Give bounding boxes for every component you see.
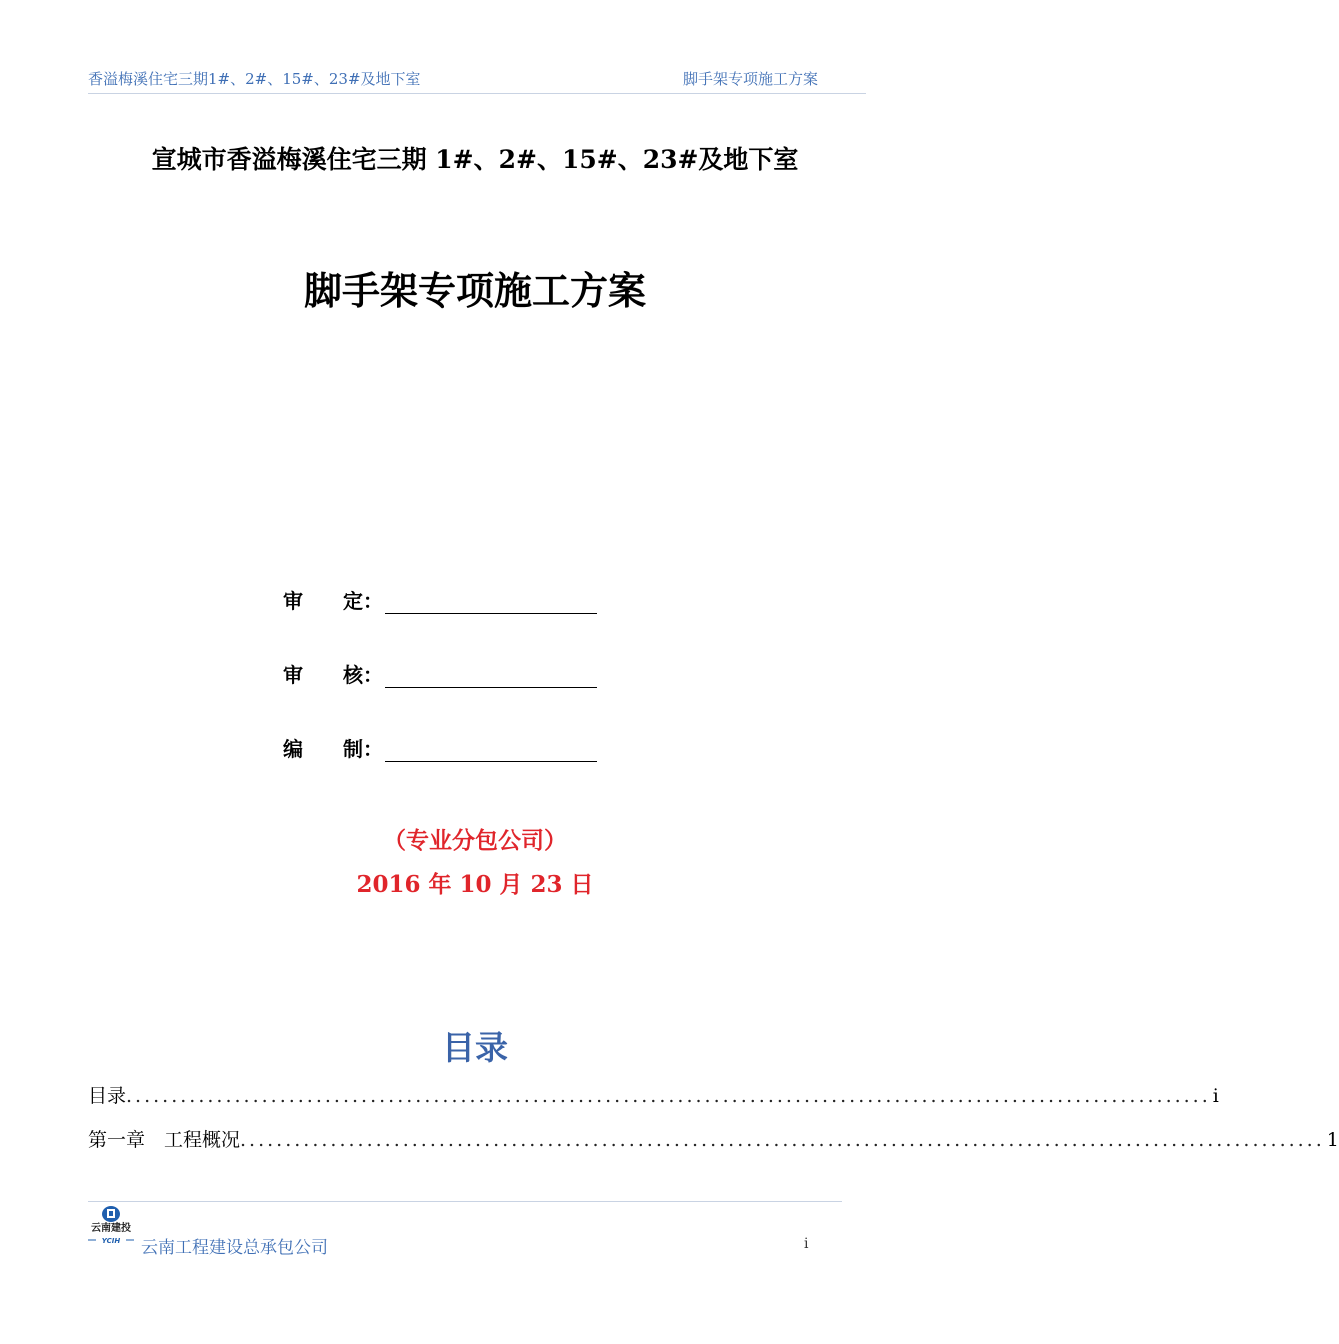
footer-company-name: 云南工程建设总承包公司 [141, 1238, 328, 1258]
header-left-text: 香溢梅溪住宅三期1#、2#、15#、23#及地下室 [88, 70, 421, 88]
toc-entry-page: i [1212, 1085, 1219, 1107]
toc-leader-dots: ........................................................................................................................ [240, 1129, 1325, 1151]
document-title: 脚手架专项施工方案 [303, 268, 646, 313]
project-title: 宣城市香溢梅溪住宅三期 1#、2#、15#、23#及地下室 [151, 145, 799, 174]
signature-blank-line [385, 739, 597, 762]
document-date: 2016 年 10 月 23 日 [356, 871, 594, 898]
toc-entry-label: 第一章 工程概况 [88, 1129, 241, 1151]
toc-entry-page: 1 [1326, 1129, 1339, 1151]
company-logo-icon [86, 1204, 136, 1246]
signature-blank-line [385, 591, 597, 614]
subcontractor-placeholder: （专业分包公司） [383, 827, 567, 854]
toc-entry-label: 目录 [88, 1085, 127, 1107]
footer-page-number: i [804, 1236, 809, 1252]
signature-row-compile [283, 734, 597, 762]
signature-label-char: 核： [343, 663, 383, 687]
header-divider [88, 93, 866, 94]
signature-label-char: 定： [343, 589, 383, 613]
signature-blank-line [385, 665, 597, 688]
signature-row-approve [283, 586, 597, 614]
logo-text-top: 云南建投 [91, 1223, 131, 1234]
toc-entry[interactable] [88, 1081, 1219, 1108]
signature-label-char: 制： [343, 737, 383, 761]
signature-label-char: 编 [283, 737, 303, 761]
signature-label-char: 审 [283, 589, 303, 613]
logo-text-bottom: YCIH [101, 1237, 121, 1245]
header-right-text: 脚手架专项施工方案 [683, 70, 819, 88]
footer-divider [88, 1201, 842, 1202]
signature-row-review [283, 660, 597, 688]
toc-leader-dots: ........................................................................................................................ [126, 1085, 1211, 1107]
toc-entry[interactable] [88, 1125, 1339, 1152]
toc-title: 目录 [442, 1028, 508, 1067]
signature-label-char: 审 [283, 663, 303, 687]
